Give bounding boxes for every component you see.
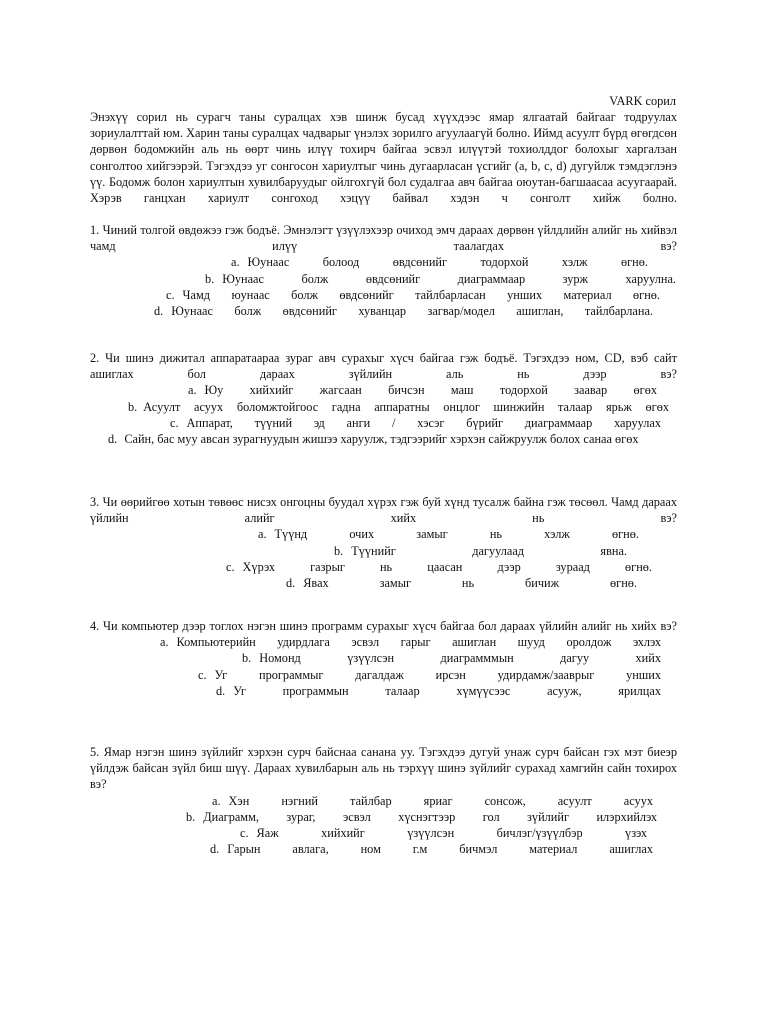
- question-4-prompt: 4. Чи компьютер дээр тоглох нэгэн шинэ программ сурахыг хүсч байгаа бол дараах үйлийн алийг нь хийх вэ?: [90, 619, 677, 633]
- question-5-prompt: 5. Ямар нэгэн шинэ зүйлийг хэрхэн сурч байснаа санана уу. Тэгэхдээ дугуй унаж сурч байсан гэх мэт биеэр үйлдэж байсан зүйл биш шүү. Дараах хувилбарын аль нь тэрхүү шинэ зүйлийг сурахад хамгийн сайн тохирох вэ?: [90, 745, 677, 792]
- option-label: c.: [170, 415, 179, 430]
- option-label: b.: [242, 651, 252, 666]
- question-5: [90, 744, 677, 857]
- option-label: c.: [226, 559, 235, 574]
- question-1-option-c[interactable]: [166, 287, 660, 303]
- option-label: b.: [128, 399, 138, 414]
- question-2-option-c[interactable]: [170, 415, 661, 431]
- question-2-options: [90, 382, 677, 447]
- question-2-prompt: 2. Чи шинэ дижитал аппаратаараа зураг авч сурахыг хүсч байгаа гэж бодъё. Тэгэхдээ ном, CD, вэб сайт ашиглах бол дараах зүйлийн аль нь дээр вэ?: [90, 351, 677, 382]
- option-text: Гарын авлага, ном г.м бичмэл материал ашиглах: [227, 842, 653, 857]
- option-text: Асуулт асуух боломжтойгоос гадна аппаратны онцлог шинжийн талаар ярьж өгөх: [143, 399, 669, 414]
- option-text: Хэн нэгний тайлбар яриаг сонсож, асуулт асуух: [228, 793, 653, 808]
- option-label: b.: [186, 809, 196, 824]
- option-text: Юунаас болоод өвдсөнийг тодорхой хэлж өгнө.: [247, 255, 648, 270]
- option-label: c.: [240, 826, 249, 841]
- question-1-prompt: 1. Чиний толгой өвдөжээ гэж бодъё. Эмнэлэгт үзүүлэхээр очиход эмч дараах дөрвөн үйлдлийн алийг нь хийвэл чамд илүү таалагдах вэ?: [90, 223, 677, 254]
- question-3-option-b[interactable]: [334, 543, 627, 559]
- question-4-option-c[interactable]: [198, 667, 661, 683]
- question-4-option-a[interactable]: [160, 634, 661, 650]
- question-5-option-b[interactable]: [186, 809, 657, 825]
- question-3-prompt: 3. Чи өөрийгөө хотын төвөөс нисэх онгоцны буудал хүрэх гэж буй хүнд тусалж байна гэж төсөөл. Чамд дараах үйлийн алийг хийх нь вэ?: [90, 495, 677, 526]
- option-label: d.: [108, 432, 118, 447]
- question-2-option-a[interactable]: [188, 382, 657, 398]
- question-4-options: [90, 634, 677, 699]
- option-text: Сайн, бас муу авсан зурагнуудын жишээ харуулж, тэдгээрийг хэрхэн сайжруулж болох санаа өгөх: [124, 432, 639, 447]
- option-label: b.: [205, 271, 215, 286]
- question-5-option-a[interactable]: [212, 793, 653, 809]
- option-text: Чамд юунаас болж өвдсөнийг тайлбарласан унших материал өгнө.: [182, 287, 660, 302]
- question-3-options: [90, 526, 677, 591]
- option-text: Уг программын талаар хүмүүсээс асууж, ярилцах: [233, 683, 661, 698]
- option-label: c.: [166, 287, 175, 302]
- option-label: b.: [334, 543, 344, 558]
- option-text: Аппарат, түүний эд анги / хэсэг бүрийг диаграммаар харуулах: [186, 415, 661, 430]
- question-3: [90, 494, 677, 591]
- option-label: c.: [198, 667, 207, 682]
- option-text: Хүрэх газрыг нь цаасан дээр зураад өгнө.: [242, 559, 652, 574]
- question-4: [90, 618, 677, 699]
- option-text: Компьютерийн удирдлага эсвэл гарыг ашиглан шууд оролдож эхлэх: [176, 635, 661, 650]
- question-1-option-b[interactable]: [205, 271, 676, 287]
- option-label: a.: [188, 383, 197, 398]
- question-1-options: [90, 254, 677, 319]
- question-4-option-d[interactable]: [216, 683, 661, 699]
- option-text: Юунаас болж өвдсөнийг хуванцар загвар/модел ашиглан, тайлбарлана.: [171, 304, 653, 319]
- option-text: Уг программыг дагалдаж ирсэн удирдамж/зааврыг унших: [214, 667, 661, 682]
- option-text: Юунаас болж өвдсөнийг диаграммаар зурж харуулна.: [222, 271, 676, 286]
- question-3-option-d[interactable]: [286, 575, 637, 591]
- question-3-option-c[interactable]: [226, 559, 652, 575]
- option-label: d.: [154, 304, 164, 319]
- option-text: Түүнийг дагуулаад явна.: [351, 543, 627, 558]
- question-5-option-c[interactable]: [240, 825, 647, 841]
- question-2-option-d[interactable]: [108, 431, 677, 447]
- option-label: d.: [216, 683, 226, 698]
- question-1-option-d[interactable]: [154, 303, 653, 319]
- document-title: VARK сорил: [609, 94, 676, 108]
- question-5-options: [90, 793, 677, 858]
- option-text: Номонд үзүүлсэн диаграмммын дагуу хийх: [259, 651, 661, 666]
- question-3-option-a[interactable]: [258, 526, 639, 542]
- question-2-option-b[interactable]: [128, 399, 669, 415]
- option-label: a.: [212, 793, 221, 808]
- intro-paragraph: Энэхүү сорил нь сурагч таны суралцах хэв шинж бусад хүүхдээс ямар ялгаатай байгааг тодруулах зориулалттай юм. Харин таны суралцах чадварыг үнэлэх зорилго агуулаагүй болно. Иймд асуулт бүрд өгөгдсөн дөрвөн бодомжийн аль нь өөрт чинь илүү тохирч байгаа эсвэл илүүтэй тохиолддог болохыг харгалзан сонголтоо хийгээрэй. Тэгэхдээ уг сонгосон хариултыг чинь дугаарласан үсгийг (a, b, c, d) дугуйлж тэмдэглэнэ үү. Бодомж болон хариултын хувилбаруудыг ойлгохгүй бол судалгаа авч байгаа оюутан-багшаасаа асуугаарай. Хэрэв ганцхан хариулт сонгоход хэцүү байвал хэдэн ч сонголт хийж болно.: [90, 110, 677, 206]
- option-label: d.: [210, 842, 220, 857]
- question-4-option-b[interactable]: [242, 650, 661, 666]
- question-2: [90, 350, 677, 447]
- option-text: Диаграмм, зураг, эсвэл хүснэгтээр гол зүйлийг илэрхийлэх: [203, 809, 657, 824]
- question-5-option-d[interactable]: [210, 841, 653, 857]
- question-1: [90, 222, 677, 319]
- option-text: Түүнд очих замыг нь хэлж өгнө.: [274, 527, 639, 542]
- option-label: a.: [160, 635, 169, 650]
- question-1-option-a[interactable]: [231, 254, 648, 270]
- option-text: Юу хийхийг жагсаан бичсэн маш тодорхой заавар өгөх: [204, 383, 657, 398]
- option-label: a.: [258, 527, 267, 542]
- option-text: Яаж хийхийг үзүүлсэн бичлэг/үзүүлбэр үзэх: [256, 826, 647, 841]
- option-label: a.: [231, 255, 240, 270]
- option-label: d.: [286, 576, 296, 591]
- option-text: Явах замыг нь бичиж өгнө.: [303, 576, 637, 591]
